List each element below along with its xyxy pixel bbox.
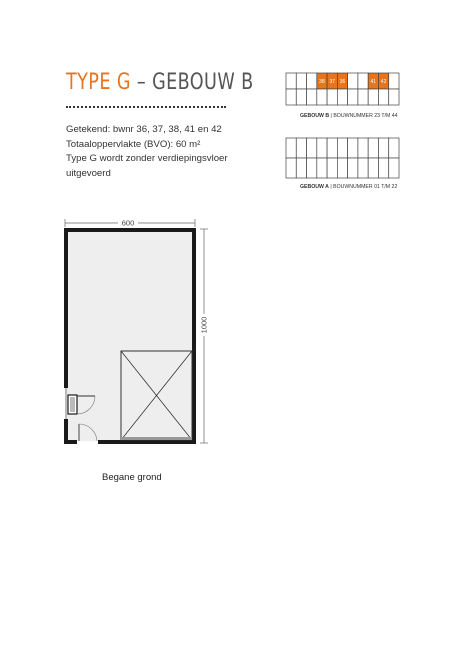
keyplan-a-label-rest: | BOUWNUMMER 01 T/M 22 [328,184,398,190]
description-line: uitgevoerd [66,167,111,179]
keyplan-gebouw-b [286,73,399,105]
keyplan-cell [286,73,296,89]
keyplan-cell [327,138,337,158]
keyplan-cell-number: 37 [329,79,336,85]
keyplan-cell [348,138,358,158]
wall-bottom-right [98,440,196,444]
keyplan-cell-number: 42 [380,79,387,85]
keyplan-cell-number: 41 [370,79,377,85]
keyplan-cell [368,138,378,158]
keyplan-cell [389,73,399,89]
description-line: Totaaloppervlakte (BVO): 60 m² [66,138,201,150]
keyplan-cell [358,138,368,158]
description-line: Getekend: bwnr 36, 37, 38, 41 en 42 [66,124,222,135]
keyplan-cell [358,89,368,105]
keyplan-cell [307,73,317,89]
description-line: Type G wordt zonder verdiepingsvloer [66,153,228,165]
meter-cupboard-fill [70,397,75,412]
keyplan-cell [368,89,378,105]
keyplan-cell [348,89,358,105]
keyplan-cell [348,73,358,89]
keyplan-cell [296,73,306,89]
keyplan-cell [327,158,337,178]
keyplan-cell [317,89,327,105]
keyplan-cell [317,158,327,178]
dimension-width-label: 600 [121,218,135,228]
keyplan-cell [307,138,317,158]
keyplan-cell [317,138,327,158]
keyplan-cell [389,158,399,178]
keyplan-cell [337,138,347,158]
keyplan-b-label-bold: GEBOUW B [300,113,330,119]
keyplan-cell [378,89,388,105]
keyplan-cell-number: 36 [339,79,346,85]
keyplan-cell [286,138,296,158]
wall-bottom-left [64,440,77,444]
keyplan-cell [296,158,306,178]
keyplan-cell-number: 38 [319,79,325,85]
title-type: TYPE G [66,70,131,95]
keyplan-cell [307,158,317,178]
keyplan-b-label-rest: | BOUWNUMMER 23 T/M 44 [329,113,398,119]
wall-left [64,228,68,388]
keyplan-cell [337,158,347,178]
title-dash: – [136,70,147,95]
keyplan-cell [389,89,399,105]
dimension-height-label: 1000 [199,316,209,334]
keyplan-a-label-bold: GEBOUW A [300,184,329,190]
keyplan-cell [389,138,399,158]
keyplan-b-label [300,113,398,119]
keyplan-cell [368,158,378,178]
keyplan-cell [327,89,337,105]
keyplan-cell [286,89,296,105]
keyplan-cell [307,89,317,105]
floor-area [67,231,193,441]
floorplan [64,218,209,444]
keyplan-cell [286,158,296,178]
title-building: GEBOUW B [152,70,254,95]
keyplan-cell [348,158,358,178]
keyplan-cell [358,158,368,178]
keyplan-gebouw-a [286,138,399,178]
keyplan-cell [378,138,388,158]
keyplan-cell [296,89,306,105]
wall-right [192,228,196,444]
keyplan-cell [296,138,306,158]
floorplan-caption: Begane grond [102,472,162,483]
keyplan-cell [378,158,388,178]
wall-top [64,228,196,232]
garage-door-threshold [121,437,192,440]
keyplan-cell [337,89,347,105]
keyplan-cell [358,73,368,89]
keyplan-a-label [300,184,397,190]
